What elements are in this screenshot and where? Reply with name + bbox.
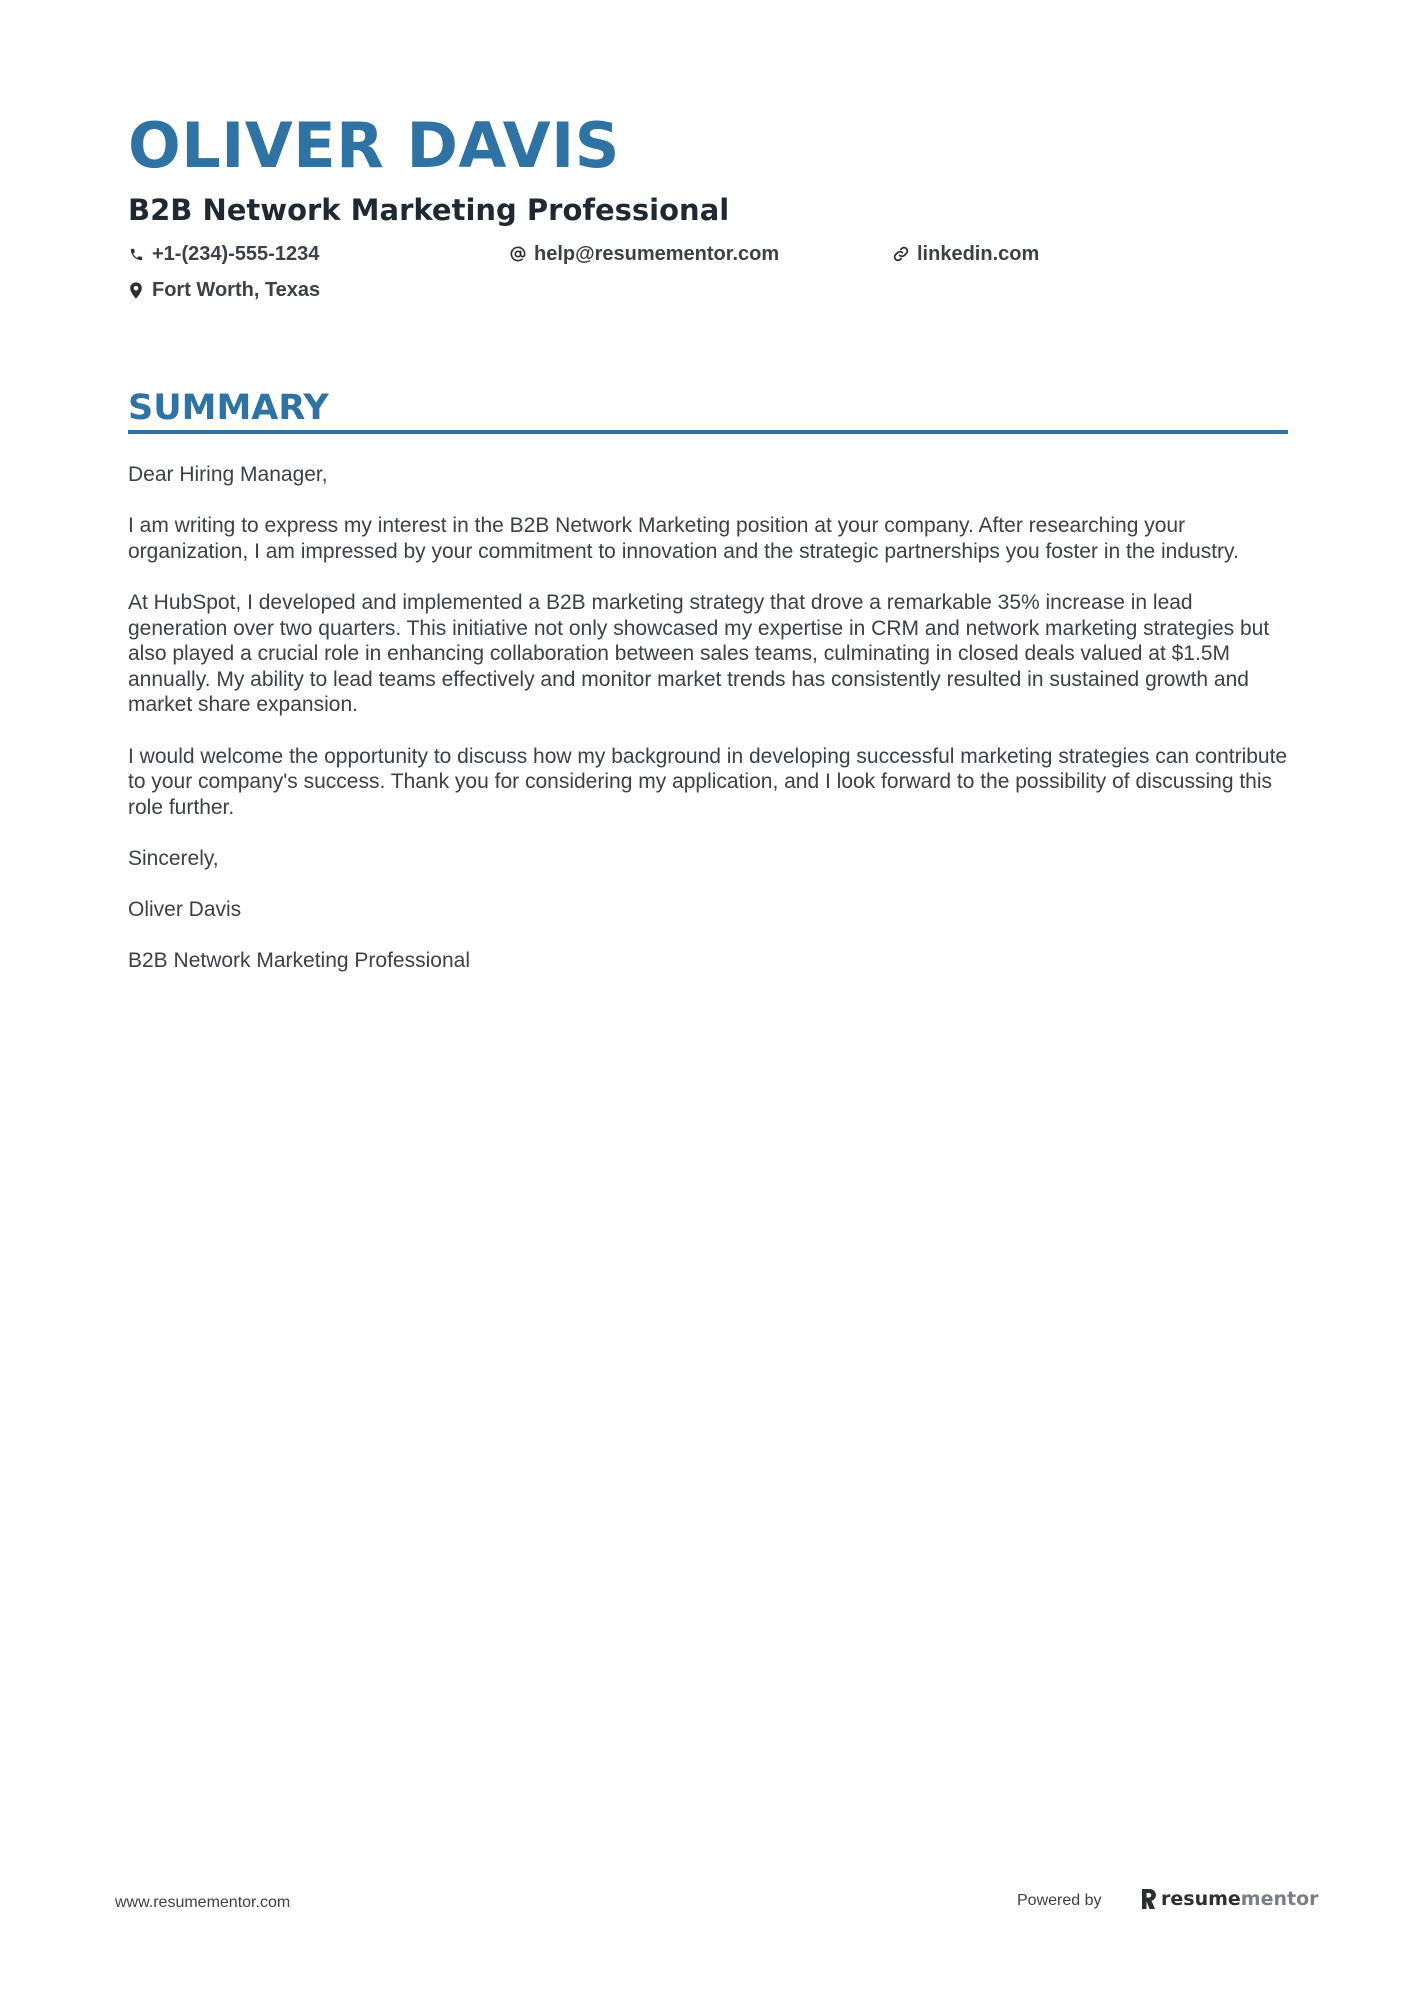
- brand-name-part1: resume: [1161, 1888, 1241, 1910]
- powered-by-label: Powered by: [1017, 1892, 1102, 1909]
- candidate-title: B2B Network Marketing Professional: [128, 193, 730, 227]
- at-sign-icon: [510, 245, 526, 263]
- contact-phone: [128, 241, 319, 267]
- letter-paragraph: At HubSpot, I developed and implemented a B2B marketing strategy that drove a remarkable 35% increase in lead generation over two quarters. This initiative not only showcased my expertise in CRM and network marketing strategies but also played a crucial role in enhancing collaboration between sales teams, culminating in closed deals valued at $1.5M annually. My ability to lead teams effectively and monitor market trends has consistently resulted in sustained growth and market share expansion.: [128, 590, 1270, 717]
- letter-paragraph: I would welcome the opportunity to discuss how my background in developing successful marketing strategies can contribute to your company's success. Thank you for considering my application, and I look forward to the possibility of discussing this role further.: [128, 744, 1288, 819]
- resumementor-logo-icon: [1140, 1889, 1156, 1909]
- footer-url: www.resumementor.com: [115, 1894, 291, 1911]
- phone-icon: [128, 245, 144, 263]
- email-value: help@resumementor.com: [534, 243, 780, 265]
- contact-location: [128, 277, 320, 303]
- signature-title: B2B Network Marketing Professional: [128, 949, 470, 973]
- map-pin-icon: [128, 281, 144, 299]
- contact-email: [510, 241, 779, 267]
- section-divider: [128, 430, 1288, 434]
- salutation: Dear Hiring Manager,: [128, 463, 328, 486]
- letter-paragraph: I am writing to express my interest in the B2B Network Marketing position at your company. After researching your organization, I am impressed by your commitment to innovation and the strategic partnerships you foster in the industry.: [128, 514, 1239, 563]
- link-value: linkedin.com: [917, 243, 1040, 265]
- letter-body: [128, 462, 1290, 999]
- phone-value: +1-(234)-555-1234: [152, 243, 320, 265]
- signature-name: Oliver Davis: [128, 898, 242, 922]
- candidate-name: OLIVER DAVIS: [128, 109, 620, 182]
- location-value: Fort Worth, Texas: [152, 279, 321, 301]
- brand-name-part2: mentor: [1240, 1888, 1319, 1910]
- brand-logo: [1140, 1887, 1319, 1911]
- summary-heading: SUMMARY: [128, 388, 329, 428]
- closing: Sincerely,: [128, 846, 219, 870]
- link-icon: [893, 245, 909, 263]
- contact-link: [893, 241, 1039, 267]
